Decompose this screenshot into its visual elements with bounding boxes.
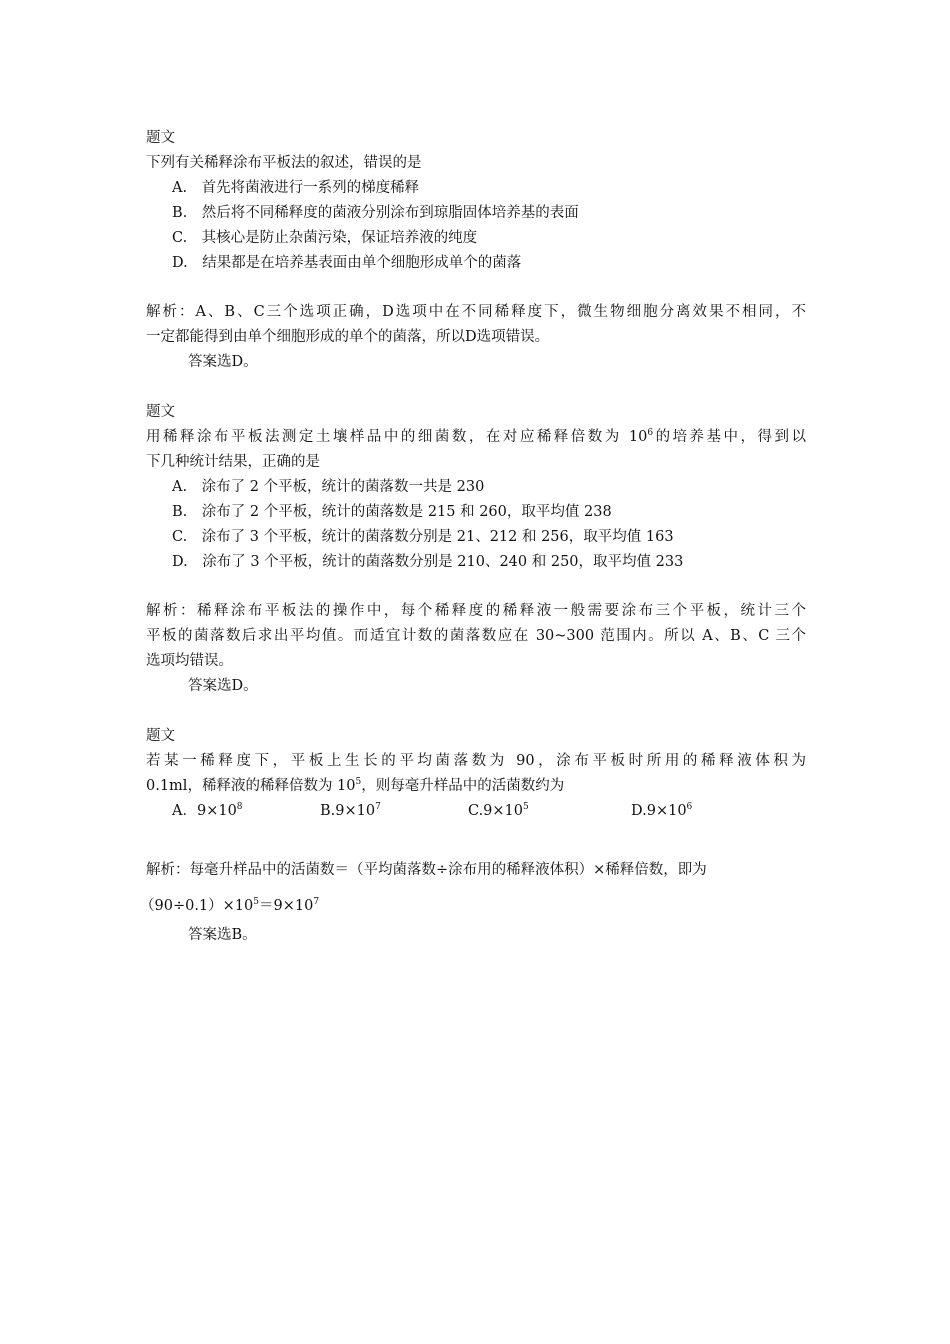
q2-answer: 答案选D。 — [188, 678, 258, 694]
q2-option-c: C. 涂布了 3 个平板，统计的菌落数分别是 21、212 和 256，取平均值 163 — [172, 529, 674, 545]
q2-stem-line-1 — [146, 427, 806, 447]
q1-heading: 题文 — [146, 130, 175, 146]
q2-option-a: A. 涂布了 2 个平板，统计的菌落数一共是 230 — [172, 479, 485, 495]
q3-choice-d — [631, 801, 692, 821]
q3-analysis-exponent-2: 7 — [313, 897, 320, 907]
q3-choice-b-text: B.9×10 — [320, 803, 376, 819]
q2-option-b: B. 涂布了 2 个平板，统计的菌落数是 215 和 260，取平均值 238 — [172, 504, 612, 520]
q3-choice-b-exponent: 7 — [375, 802, 381, 812]
q3-analysis-line-2 — [140, 896, 319, 916]
q3-choice-c-text: C.9×10 — [468, 803, 524, 819]
q3-stem-exponent: 5 — [355, 777, 362, 787]
q2-stem-line-1-text: 用稀释涂布平板法测定土壤样品中的细菌数，在对应稀释倍数为 10 — [146, 429, 648, 445]
q1-answer: 答案选D。 — [188, 354, 258, 370]
q1-analysis-line-2: 一定都能得到由单个细胞形成的单个的菌落，所以D选项错误。 — [146, 329, 550, 345]
q3-choice-d-exponent: 6 — [686, 802, 693, 812]
q3-stem-line-2 — [146, 776, 564, 796]
q3-choice-c — [468, 801, 529, 821]
q3-choice-a-exponent: 8 — [236, 802, 243, 812]
q3-choice-d-text: D.9×10 — [631, 803, 687, 819]
q2-option-d: D. 涂布了 3 个平板，统计的菌落数分别是 210、240 和 250，取平均值 233 — [172, 554, 684, 570]
q2-stem-line-2: 下几种统计结果，正确的是 — [146, 454, 320, 470]
q2-heading: 题文 — [146, 404, 175, 420]
q3-choice-b — [320, 801, 381, 821]
q3-choice-a-text: A．9×10 — [172, 803, 237, 819]
q3-stem-line-2-tail: ，则每毫升样品中的活菌数约为 — [361, 778, 565, 794]
q1-option-c: C. 其核心是防止杂菌污染，保证培养液的纯度 — [172, 230, 478, 246]
q2-analysis-line-3: 选项均错误。 — [146, 653, 233, 669]
q3-analysis-line-1: 解析：每毫升样品中的活菌数＝（平均菌落数÷涂布用的稀释液体积）×稀释倍数，即为 — [146, 862, 707, 878]
q1-analysis-line-1: 解析：A、B、C三个选项正确，D选项中在不同稀释度下，微生物细胞分离效果不相同，不 — [146, 304, 806, 320]
q3-analysis-formula-a: （90÷0.1）×10 — [140, 898, 254, 914]
q1-option-a: A. 首先将菌液进行一系列的梯度稀释 — [172, 180, 420, 196]
q1-option-b: B. 然后将不同稀释度的菌液分别涂布到琼脂固体培养基的表面 — [172, 205, 579, 221]
q3-stem-line-2-text: 0.1ml，稀释液的稀释倍数为 10 — [146, 778, 356, 794]
q3-choice-c-exponent: 5 — [523, 802, 529, 812]
q3-stem-line-1: 若某一稀释度下，平板上生长的平均菌落数为 90，涂布平板时所用的稀释液体积为 — [146, 753, 806, 769]
q2-stem-exponent: 6 — [647, 428, 654, 438]
q3-heading: 题文 — [146, 728, 175, 744]
q3-analysis-exponent-1: 5 — [253, 897, 259, 907]
q2-analysis-line-1: 解析：稀释涂布平板法的操作中，每个稀释度的稀释液一般需要涂布三个平板，统计三个 — [146, 603, 806, 619]
q2-stem-line-1-tail: 的培养基中，得到以 — [653, 429, 807, 445]
q1-stem: 下列有关稀释涂布平板法的叙述，错误的是 — [146, 155, 422, 171]
q3-answer: 答案选B。 — [188, 927, 257, 943]
q2-analysis-line-2: 平板的菌落数后求出平均值。而适宜计数的菌落数应在 30~300 范围内。所以 A、B、C 三个 — [146, 628, 806, 644]
q3-analysis-formula-b: ＝9×10 — [259, 898, 314, 914]
q1-option-d: D. 结果都是在培养基表面由单个细胞形成单个的菌落 — [172, 255, 522, 271]
q3-choice-a — [172, 801, 243, 821]
